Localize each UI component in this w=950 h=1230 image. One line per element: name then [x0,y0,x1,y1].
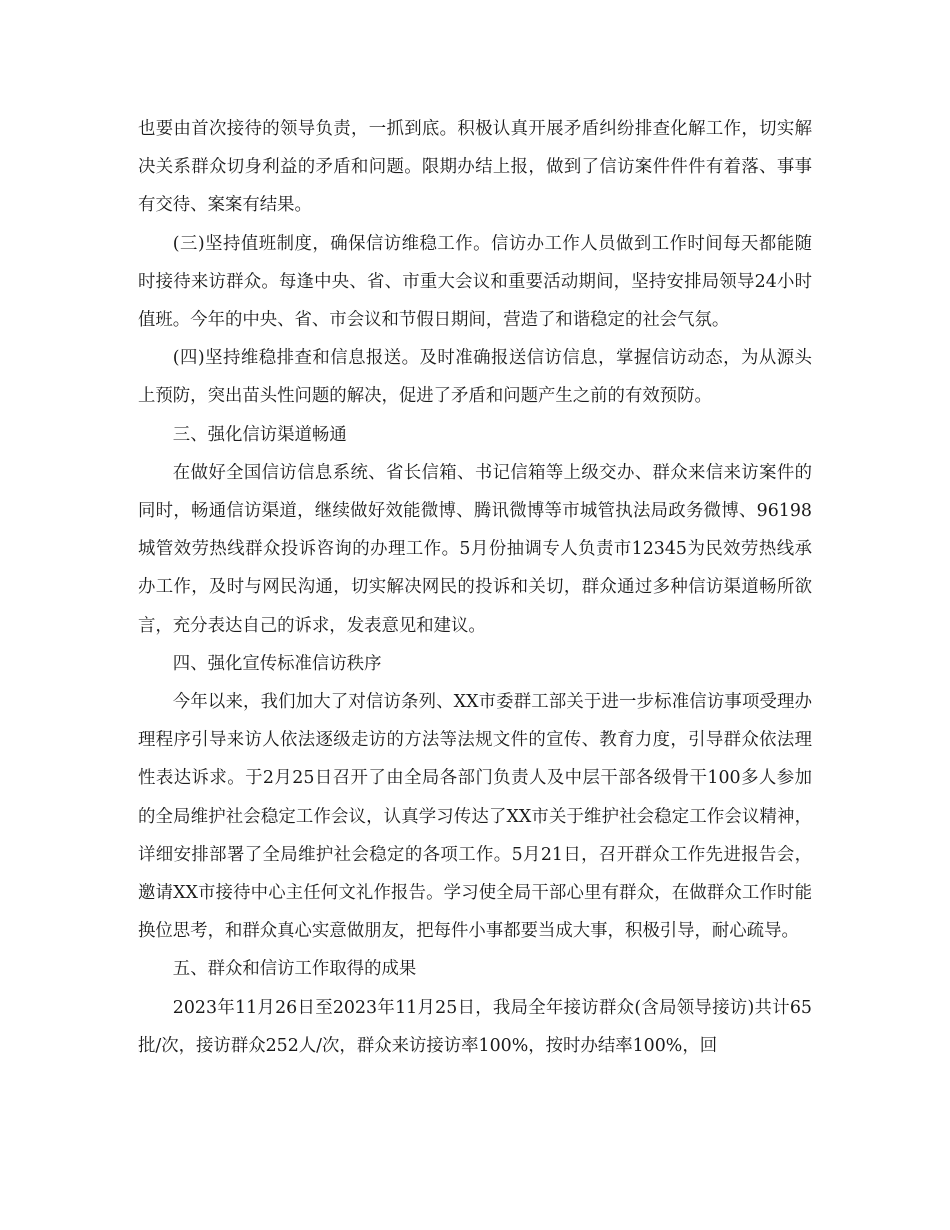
paragraph-publicity: 今年以来，我们加大了对信访条列、XX市委群工部关于进一步标准信访事项受理办理程序引导来访人依法逐级走访的方法等法规文件的宣传、教育力度，引导群众依法理性表达诉求。于2月25日召开了由全局各部门负责人及中层干部各级骨干100多人参加的全局维护社会稳定工作会议，认真学习传达了XX市关于维护社会稳定工作会议精神，详细安排部署了全局维护社会稳定的各项工作。5月21日，召开群众工作先进报告会，邀请XX市接待中心主任何文礼作报告。学习使全局干部心里有群众，在做群众工作时能换位思考，和群众真心实意做朋友，把每件小事都要当成大事，积极引导，耐心疏导。 [138,692,812,942]
section-heading-3: 三、强化信访渠道畅通 [172,424,347,445]
section-heading-4: 四、强化宣传标准信访秩序 [172,653,382,674]
paragraph-results: 2023年11月26日至2023年11月25日，我局全年接访群众(含局领导接访)共计65批/次，接访群众252人/次，群众来访接访率100%，按时办结率100%，回 [138,997,812,1056]
document-page [138,110,812,1065]
paragraph-channels: 在做好全国信访信息系统、省长信箱、书记信箱等上级交办、群众来信来访案件的同时，畅通信访渠道，继续做好效能微博、腾讯微博等市城管执法局政务微博、96198城管效劳热线群众投诉咨询的办理工作。5月份抽调专人负责市12345为民效劳热线承办工作，及时与网民沟通，切实解决网民的投诉和关切，群众通过多种信访渠道畅所欲言，充分表达自己的诉求，发表意见和建议。 [138,462,812,636]
section-heading-5: 五、群众和信访工作取得的成果 [172,959,417,980]
paragraph-duty-system: (三)坚持值班制度，确保信访维稳工作。信访办工作人员做到工作时间每天都能随时接待来访群众。每逢中央、省、市重大会议和重要活动期间，坚持安排局领导24小时值班。今年的中央、省、市会议和节假日期间，营造了和谐稳定的社会气氛。 [138,233,812,331]
paragraph-stability-reporting: (四)坚持维稳排查和信息报送。及时准确报送信访信息，掌握信访动态，为从源头上预防，突出苗头性问题的解决，促进了矛盾和问题产生之前的有效预防。 [138,348,812,407]
paragraph-continuation: 也要由首次接待的领导负责，一抓到底。积极认真开展矛盾纠纷排查化解工作，切实解决关系群众切身利益的矛盾和问题。限期办结上报，做到了信访案件件件有着落、事事有交待、案案有结果。 [138,119,812,216]
